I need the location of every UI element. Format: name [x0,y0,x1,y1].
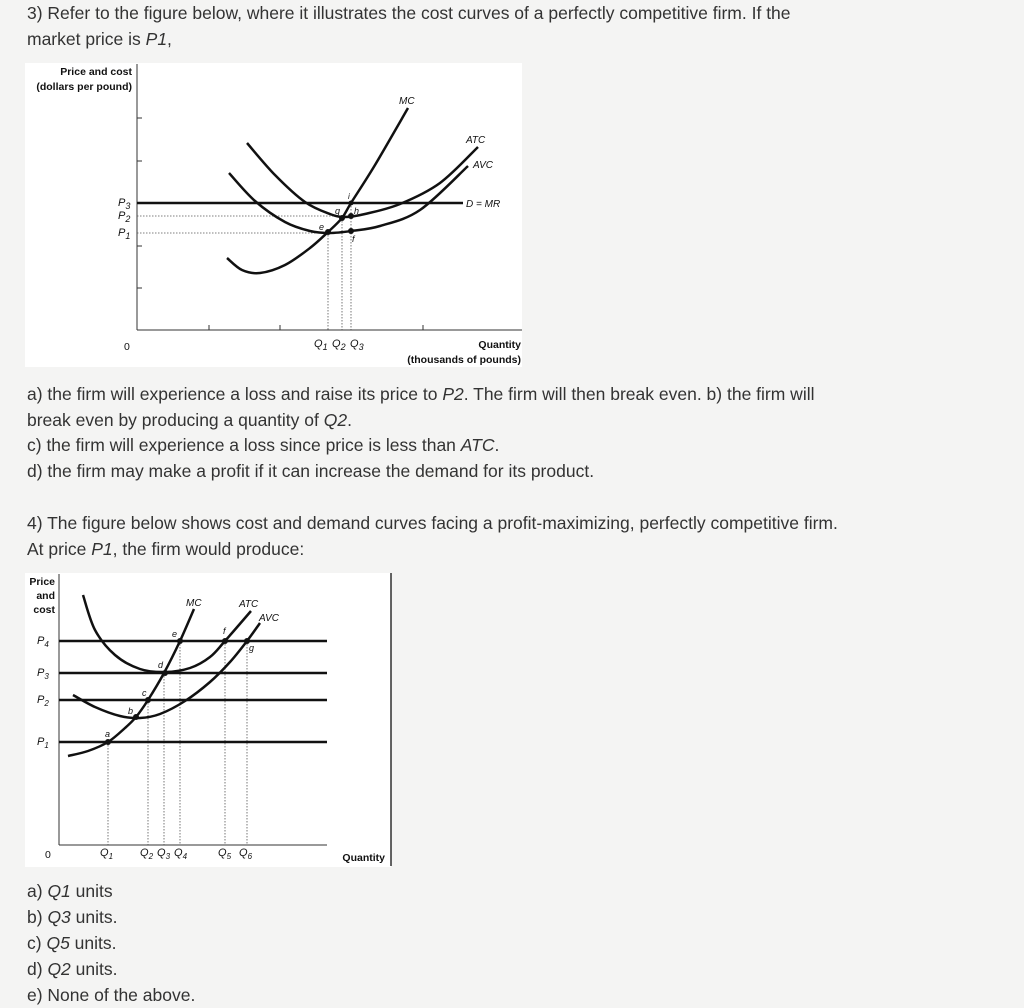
option-text: a) the firm will experience a loss and raise its price to [27,384,443,404]
y-axis-label: cost [33,604,55,616]
intersection-points [105,638,250,745]
point-label-c: c [142,688,147,698]
option-text: c) [27,933,47,953]
point-e [325,229,331,235]
option-text: c) the firm will experience a loss since price is less than [27,435,461,455]
option-text: . [347,410,352,430]
option-text: . [494,435,500,455]
option-term: ATC [460,435,495,455]
q6-label: $Q_6$ [239,847,253,861]
mc-curve [227,108,408,273]
p2-label: $P_2$ [118,210,131,224]
p1-label: $P_1$ [37,736,49,750]
q2-label: $Q_2$ [140,847,154,861]
point-a [105,739,111,745]
q4-text: , the firm would produce: [112,539,305,559]
point-b [133,714,139,720]
origin-label: 0 [45,849,51,861]
point-label-b: b [128,706,134,716]
point-label-g: g [335,206,341,216]
option-term: Q1 [47,881,71,901]
q3-label: $Q_3$ [350,338,364,352]
option-text: . The firm will then break even. b) the firm will [463,384,815,404]
point-label-f: f [223,626,226,636]
point-label-i: i [348,192,350,201]
y-axis-label: (dollars per pound) [36,81,132,93]
x-axis-label: Quantity [342,852,385,864]
option-text: units [70,881,113,901]
p3-label: $P_3$ [37,667,49,681]
point-label-g: g [249,643,255,653]
p2-label: $P_2$ [37,694,49,708]
q1-label: $Q_1$ [100,847,114,861]
option-text: units. [69,933,117,953]
point-d [162,670,168,676]
q1-label: $Q_1$ [314,338,328,352]
q4-label: $Q_4$ [174,847,188,861]
q2-label: $Q_2$ [332,338,346,352]
q4-text: At price [27,539,92,559]
demand-label: D = MR [466,199,501,210]
q3-option-d: d) the firm may make a profit if it can increase the demand for its product. [27,461,595,481]
point-label-e: e [172,629,178,639]
origin-label: 0 [124,341,130,353]
q3-figure [36,64,522,366]
atc-label: ATC [239,599,259,610]
q4-price-term: P1 [91,539,113,559]
option-term: Q2 [323,410,348,430]
option-text: d) [27,959,48,979]
avc-label: AVC [473,160,494,171]
option-term: Q2 [47,959,71,979]
atc-curve [247,143,478,217]
x-axis-label: Quantity [478,339,521,351]
axis-ticks [137,118,423,330]
option-text: units. [70,907,118,927]
q3-text: market price is [27,29,146,49]
point-f [222,638,228,644]
point-label-e: e [319,222,325,232]
p4-label: $P_4$ [37,635,49,649]
y-axis-label: and [36,590,55,602]
q3-text-line1: 3) Refer to the figure below, where it illustrates the cost curves of a perfectly competitive firm. If the [27,3,791,23]
point-label-d: d [158,660,164,670]
mc-label: MC [399,96,415,107]
point-i [349,201,354,206]
q3-label: $Q_3$ [157,847,171,861]
option-term: Q5 [46,933,70,953]
atc-label: ATC [466,135,486,146]
p1-label: $P_1$ [118,227,131,241]
q3-price-term: P1 [145,29,168,49]
atc-curve [83,595,251,672]
y-axis-label: Price and cost [60,66,132,78]
avc-label: AVC [259,613,280,624]
point-label-a: a [105,729,111,739]
q5-label: $Q_5$ [218,847,232,861]
option-text: break even by producing a quantity of [27,410,324,430]
point-label-f: f [352,234,355,244]
q4-figure [29,573,391,866]
q4-text-line1: 4) The figure below shows cost and demand curves facing a profit-maximizing, perfectly competitive firm. [27,513,838,533]
option-text: a) [27,881,48,901]
option-text: b) [27,907,48,927]
option-term: P2 [442,384,464,404]
mc-label: MC [186,598,202,609]
price-lines [59,641,327,742]
option-text: units. [70,959,118,979]
point-e [177,638,183,644]
q4-option-e: e) None of the above. [27,985,196,1005]
y-axis-label: Price [29,576,55,588]
x-axis-label: (thousands of pounds) [407,354,521,366]
option-term: Q3 [47,907,71,927]
q3-text: , [167,29,172,49]
point-label-h: h [354,206,360,216]
p3-label: $P_3$ [118,197,131,211]
